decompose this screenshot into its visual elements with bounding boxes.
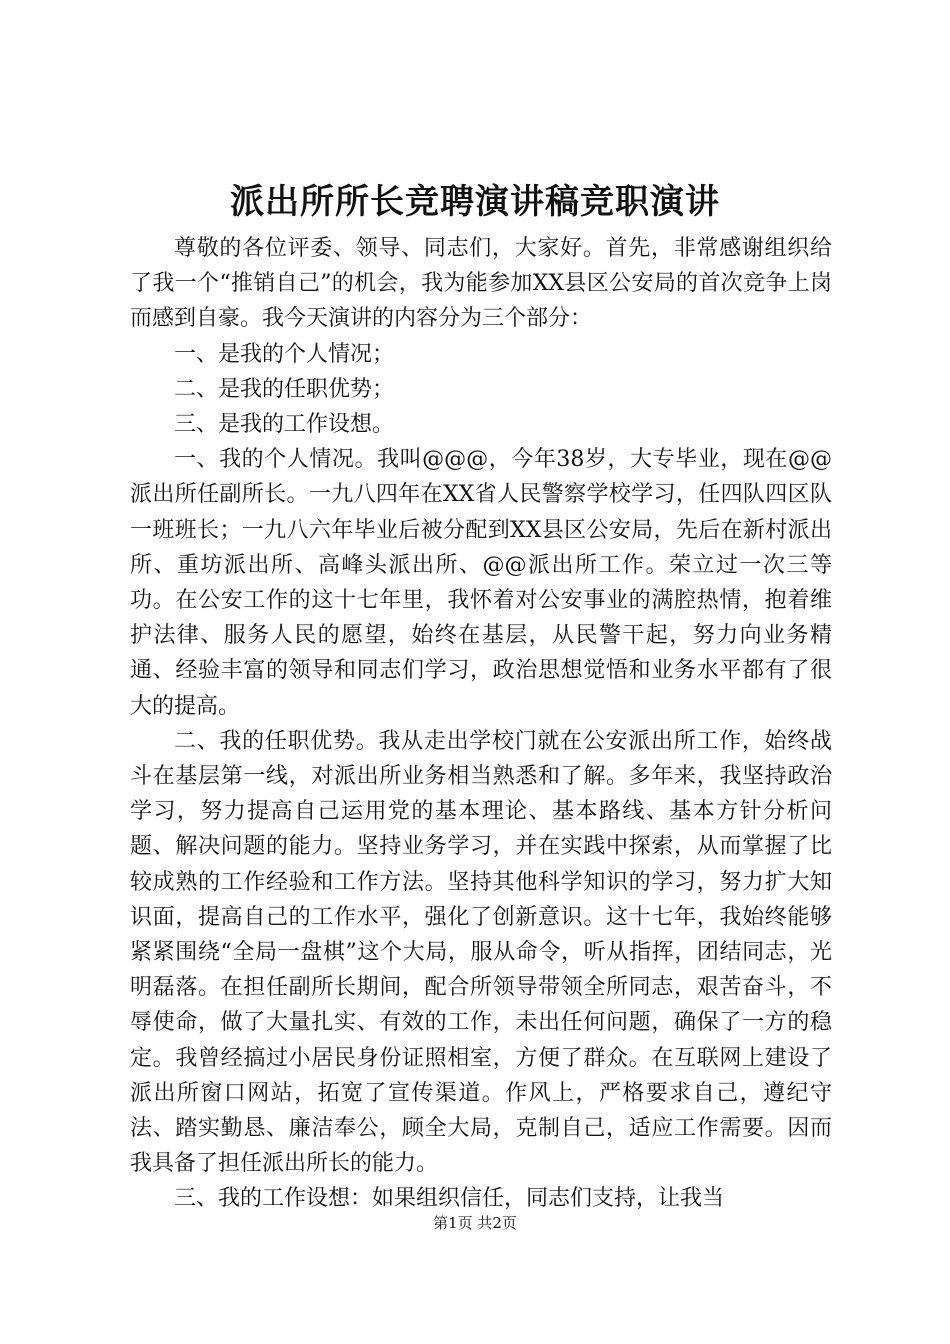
paragraph-personal-info: 一、我的个人情况。我叫@@@，今年38岁，大专毕业，现在@@派出所任副所长。一九八四年在XX省人民警察学校学习，任四队四区队一班班长；一九八六年毕业后被分配到XX县区公安局，先后在新村派出所、重坊派出所、高峰头派出所、@@派出所工作。荣立过一次三等功。在公安工作的这十七年里，我怀着对公安事业的满腔热情，抱着维护法律、服务人民的愿望，始终在基层，从民警干起，努力向业务精通、经验丰富的领导和同志们学习，政治思想觉悟和业务水平都有了很大的提高。 [130, 447, 832, 719]
document-body [130, 231, 832, 1217]
paragraph-outline-2: 二、是我的任职优势； [174, 376, 395, 402]
page-number: 第1页 共2页 [433, 1214, 517, 1232]
paragraph-outline-3: 三、是我的工作设想。 [174, 412, 395, 438]
paragraph-work-plan: 三、我的工作设想：如果组织信任，同志们支持，让我当 [174, 1186, 725, 1212]
document-title: 派出所所长竞聘演讲稿竞职演讲 [230, 182, 720, 222]
paragraph-advantages: 二、我的任职优势。我从走出学校门就在公安派出所工作，始终战斗在基层第一线，对派出所业务相当熟悉和了解。多年来，我坚持政治学习，努力提高自己运用党的基本理论、基本路线、基本方针分析问题、解决问题的能力。坚持业务学习，并在实践中探索，从而掌握了比较成熟的工作经验和工作方法。坚持其他科学知识的学习，努力扩大知识面，提高自己的工作水平，强化了创新意识。这十七年，我始终能够紧紧围绕“全局一盘棋”这个大局，服从命令，听从指挥，团结同志，光明磊落。在担任副所长期间，配合所领导带领全所同志，艰苦奋斗，不辱使命，做了大量扎实、有效的工作，未出任何问题，确保了一方的稳定。我曾经搞过小居民身份证照相室，方便了群众。在互联网上建设了派出所窗口网站，拓宽了宣传渠道。作风上，严格要求自己，遵纪守法、踏实勤恳、廉洁奉公，顾全大局，克制自己，适应工作需要。因而我具备了担任派出所长的能力。 [130, 728, 832, 1177]
paragraph-greeting: 尊敬的各位评委、领导、同志们，大家好。首先，非常感谢组织给了我一个“推销自己”的机会，我为能参加XX县区公安局的首次竞争上岗而感到自豪。我今天演讲的内容分为三个部分： [130, 236, 832, 332]
paragraph-outline-1: 一、是我的个人情况； [174, 341, 395, 367]
